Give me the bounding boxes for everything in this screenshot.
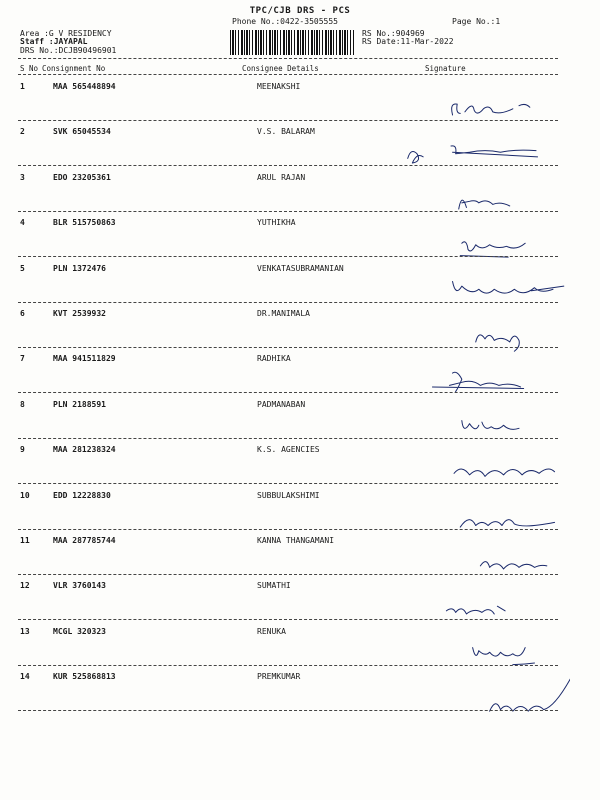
drs-number: DRS No.:DCJB90496901 [20, 46, 117, 55]
consignee-name: PREMKUMAR [257, 672, 301, 682]
consignee-name: V.S. BALARAM [257, 127, 315, 137]
signature-scribble [400, 451, 570, 491]
row-divider [18, 438, 558, 439]
consignment-number: PLN 1372476 [53, 263, 106, 273]
signature-scribble [400, 360, 570, 400]
consignee-name: DR.MANIMALA [257, 309, 310, 318]
rs-number: RS No.:904969 [362, 29, 425, 38]
consignee-name: MEENAKSHI [257, 82, 301, 91]
consignment-number: SVK 65045534 [53, 127, 111, 137]
consignee-name: SUBBULAKSHIMI [257, 490, 320, 500]
table-row [0, 627, 600, 671]
divider [18, 74, 558, 75]
signature-scribble [400, 88, 570, 128]
signature-scribble [400, 587, 570, 627]
consignment-number: EDD 12228830 [53, 490, 111, 500]
consignment-number: MCGL 320323 [53, 626, 106, 636]
consignment-number: MAA 565448894 [53, 82, 116, 91]
row-divider [18, 574, 558, 575]
serial-number: 8 [20, 399, 25, 409]
row-divider [18, 120, 558, 121]
page-number: Page No.:1 [452, 17, 501, 26]
table-row [0, 672, 600, 716]
serial-number: 2 [20, 127, 25, 137]
signature-scribble [400, 406, 570, 446]
serial-number: 9 [20, 445, 25, 455]
serial-number: 5 [20, 263, 25, 273]
row-divider [18, 347, 558, 348]
signature-scribble [400, 678, 570, 718]
row-divider [18, 710, 558, 711]
consignment-number: MAA 941511829 [53, 354, 116, 364]
table-row [0, 354, 600, 398]
consignee-name: ARUL RAJAN [257, 172, 306, 182]
consignee-name: SUMATHI [257, 581, 291, 591]
row-divider [18, 302, 558, 303]
consignment-number: EDO 23205361 [53, 172, 111, 182]
table-row [0, 491, 600, 535]
serial-number: 6 [20, 309, 25, 318]
consignee-name: K.S. AGENCIES [257, 445, 320, 455]
row-divider [18, 165, 558, 166]
consignee-name: KANNA THANGAMANI [257, 536, 335, 545]
table-row [0, 309, 600, 353]
area-label: Area :G V RESIDENCY [20, 29, 112, 38]
table-row [0, 127, 600, 171]
consignee-name: RADHIKA [257, 354, 291, 364]
consignment-number: BLR 515750863 [53, 218, 116, 228]
serial-number: 12 [20, 581, 30, 591]
signature-scribble [400, 179, 570, 219]
rs-date: RS Date:11-Mar-2022 [362, 37, 454, 46]
table-row [0, 264, 600, 308]
signature-scribble [400, 270, 570, 310]
signature-scribble [400, 133, 570, 173]
table-row [0, 536, 600, 580]
signature-scribble [400, 633, 570, 673]
table-row [0, 82, 600, 126]
serial-number: 14 [20, 672, 30, 682]
column-header-consignee: Consignee Details [242, 64, 319, 73]
consignment-number: KUR 525868813 [53, 672, 116, 682]
consignee-name: PADMANABAN [257, 399, 306, 409]
serial-number: 4 [20, 218, 25, 228]
row-divider [18, 529, 558, 530]
consignment-number: PLN 2188591 [53, 399, 106, 409]
column-header-signature: Signature [425, 64, 466, 73]
consignment-number: KVT 2539932 [53, 309, 106, 318]
serial-number: 3 [20, 172, 25, 182]
serial-number: 11 [20, 536, 30, 545]
sheet-title: TPC/CJB DRS - PCS [249, 6, 351, 16]
serial-number: 7 [20, 354, 25, 364]
row-divider [18, 392, 558, 393]
consignment-number: MAA 281238324 [53, 445, 116, 455]
column-header-sno: S No [20, 64, 39, 73]
signature-scribble [400, 224, 570, 264]
table-row [0, 218, 600, 262]
phone-number: Phone No.:0422-3505555 [232, 17, 338, 26]
consignment-number: VLR 3760143 [53, 581, 106, 591]
row-divider [18, 665, 558, 666]
table-row [0, 400, 600, 444]
signature-scribble [400, 542, 570, 582]
staff-label: Staff :JAYAPAL [20, 37, 88, 46]
consignee-name: RENUKA [257, 626, 286, 636]
consignment-number: MAA 287785744 [53, 536, 116, 545]
row-divider [18, 619, 558, 620]
signature-scribble [400, 497, 570, 537]
serial-number: 13 [20, 626, 30, 636]
divider [18, 58, 558, 59]
table-row [0, 173, 600, 217]
consignee-name: YUTHIKHA [257, 218, 296, 228]
row-divider [18, 256, 558, 257]
barcode [230, 30, 354, 55]
serial-number: 1 [20, 82, 25, 91]
signature-scribble [400, 315, 570, 355]
consignee-name: VENKATASUBRAMANIAN [257, 263, 344, 273]
table-row [0, 581, 600, 625]
row-divider [18, 483, 558, 484]
row-divider [18, 211, 558, 212]
table-row [0, 445, 600, 489]
column-header-consignment: Consignment No [42, 64, 106, 73]
serial-number: 10 [20, 490, 30, 500]
